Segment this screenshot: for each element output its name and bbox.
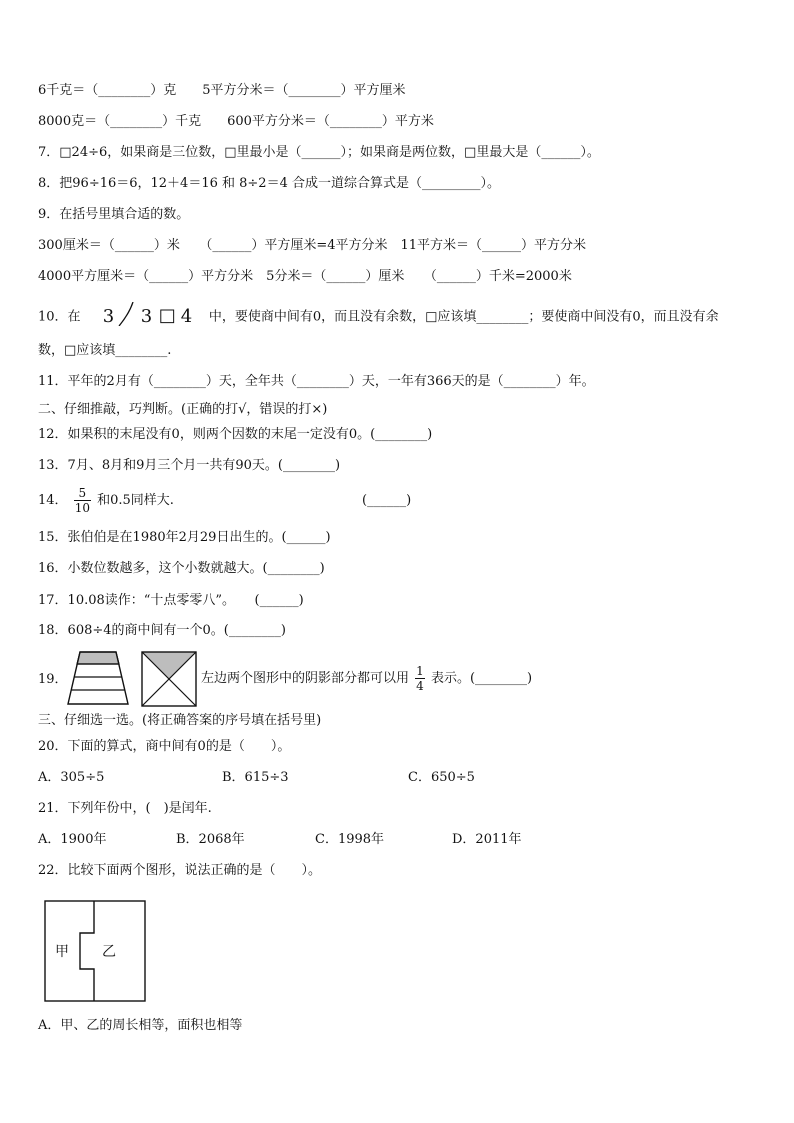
dividend-digit-1: 3 — [140, 306, 153, 327]
region-label-jia: 甲 — [55, 944, 69, 960]
dividend-digit-3: 4 — [180, 306, 193, 327]
question-14 — [38, 484, 174, 518]
question-9-row-b: 4000平方厘米＝（______）平方分米 5分米＝（______）厘米 （______）千米=2000米 — [38, 269, 572, 284]
line-conversions-1: 6千克＝（________）克 5平方分米＝（________）平方厘米 — [38, 83, 406, 98]
fraction-1-4 — [415, 664, 425, 693]
question-14-text: 和0.5同样大. — [97, 493, 174, 508]
question-20-option-b: B．615÷3 — [222, 770, 289, 785]
question-20-option-c: C．650÷5 — [408, 770, 475, 785]
question-10 — [38, 306, 719, 328]
question-10-prefix: 10．在 — [38, 309, 81, 325]
dividend-box: □ — [158, 305, 176, 326]
fraction-denominator: 4 — [416, 679, 424, 693]
fraction-5-10 — [74, 486, 91, 515]
question-13: 13．7月、8月和9月三个月一共有90天。(________) — [38, 458, 341, 473]
question-19-number: 19． — [38, 672, 68, 687]
question-15: 15．张伯伯是在1980年2月29日出生的。(______) — [38, 530, 331, 545]
question-11: 11．平年的2月有（________）天，全年共（________）天，一年有366天的是（________）年。 — [38, 374, 595, 389]
line-conversions-2: 8000克＝（________）千克 600平方分米＝（________）平方米 — [38, 114, 434, 129]
question-14-answer: (______) — [362, 493, 412, 508]
fraction-numerator: 1 — [416, 664, 424, 678]
question-22-option-a: A．甲、乙的周长相等，面积也相等 — [38, 1018, 243, 1033]
trapezoid-figure — [66, 650, 130, 708]
question-21-option-d: D．2011年 — [452, 832, 522, 847]
question-20: 20．下面的算式，商中间有0的是（ ）。 — [38, 739, 291, 754]
question-21-option-a: A．1900年 — [38, 832, 107, 847]
question-9-row-a: 300厘米＝（______）米 （______）平方厘米=4平方分米 11平方米＝（______）平方分米 — [38, 238, 587, 253]
question-16: 16．小数位数越多，这个小数就越大。(________) — [38, 561, 325, 576]
question-19-text-pre: 左边两个图形中的阴影部分都可以用 — [201, 671, 410, 686]
question-8: 8．把96÷16＝6，12＋4＝16 和 8÷2＝4 合成一道综合算式是（_________）。 — [38, 176, 500, 191]
question-9: 9．在括号里填合适的数。 — [38, 207, 190, 222]
question-12: 12．如果积的末尾没有0，则两个因数的末尾一定没有0。(________) — [38, 427, 433, 442]
section-2-title: 二、仔细推敲，巧判断。(正确的打√，错误的打×) — [38, 402, 328, 417]
fraction-denominator: 10 — [74, 501, 90, 515]
question-17: 17．10.08读作：“十点零零八”。 (______) — [38, 593, 304, 608]
comparison-figure — [44, 900, 146, 1002]
long-division — [89, 306, 201, 328]
region-label-yi: 乙 — [102, 944, 116, 960]
section-3-title: 三、仔细选一选。(将正确答案的序号填在括号里) — [38, 713, 322, 728]
divisor: 3 — [102, 306, 115, 327]
question-18: 18．608÷4的商中间有一个0。(________) — [38, 623, 286, 638]
question-14-prefix: 14． — [38, 493, 68, 508]
question-10-text: 中，要使商中间有0，而且没有余数，□应该填________；要使商中间没有0，而且没有余 — [208, 309, 719, 325]
question-21-option-b: B．2068年 — [176, 832, 245, 847]
question-19-text-post: 表示。(________) — [430, 671, 533, 686]
square-figure — [140, 650, 198, 708]
question-20-option-a: A．305÷5 — [38, 770, 105, 785]
question-22: 22．比较下面两个图形，说法正确的是（ ）。 — [38, 863, 322, 878]
question-7: 7．□24÷6，如果商是三位数，□里最小是（______）；如果商是两位数，□里最大是（______）。 — [38, 145, 600, 160]
question-21-option-c: C．1998年 — [315, 832, 385, 847]
question-10-continued: 数，□应该填________. — [38, 343, 172, 358]
question-19-text — [201, 662, 532, 696]
fraction-numerator: 5 — [74, 486, 91, 501]
question-21: 21．下列年份中，( )是闰年. — [38, 801, 212, 816]
